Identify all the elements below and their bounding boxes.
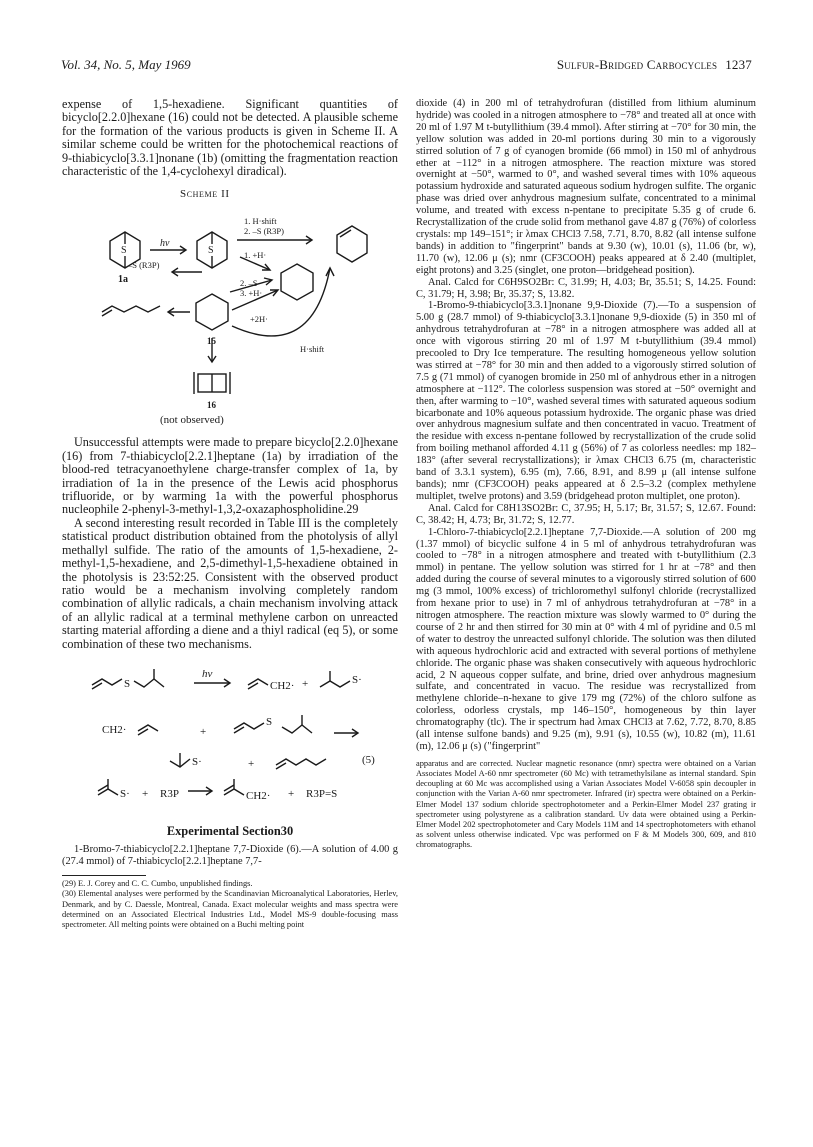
experimental-section-title: Experimental Section30 xyxy=(166,823,294,838)
eq-s-atom-1: S xyxy=(124,677,131,690)
analysis-1: Anal. Calcd for C6H9SO2Br: C, 31.99; H, 4.03; Br, 35.51; S, 14.25. Found: C, 31.79; H, 3.98; Br, 35.37; S, 13.82. xyxy=(416,276,756,300)
hv-label: hν xyxy=(160,238,170,250)
equation-5-diagram xyxy=(62,657,398,805)
eq-s-radical-2: S· xyxy=(192,755,202,768)
right-paragraph-3: 1-Chloro-7-thiabicyclo[2.2.1]heptane 7,7-Dioxide.—A solution of 200 mg (1.37 mmol) of bicyclic sulfone 4 in 5 ml of anhydrous tetrahydrofuran was cooled to −78° in a nitrogen atmosphere and treated with t-butyllithium (2.3 mmol) in pentane. The yellow solution was stirred for 1 hr at −78° and then added during the course of several minutes to a vigorously stirred solution of 600 mg (3 mmol, 100% excess) of trichloromethyl sulfonyl chloride (recrystallized from hexane prior to use) in 7 ml of anhydrous tetrahydrofuran at −78° in a nitrogen atmosphere. The reaction mixture was slowly warmed to 0° during the course of 2 hr and then stirred for 30 min at 0° with 4 ml of pyridine and 0.5 ml of water to destroy the unreacted sulfonyl chloride. The solution was then diluted with aqueous hydrochloric acid and extracted with several portions of methylene chloride. The organic phase was shaken consecutively with aqueous hydrochloric acid, 2 N aqueous copper sulfate, and brine, dried over anhydrous magnesium sulfate, and concentrated in vacuo. The residue was recrystallized from methylene chloride–n-hexane to give 179 mg (72%) of the chloro sulfone as colorless, odorless crystals, mp 146–150°, homogeneous by thin layer chromatography (tlc). The ir spectrum had λmax CHCl3 at 7.62, 7.72, 8.70, 8.85 (all intense sulfone bands) and 9.25 (m), 9.91 (s), 10.55 (w), 10.82 (m), 11.61 (m), 12.06 μ (s) ("fingerprint" xyxy=(416,526,756,752)
eq-hv-label: hν xyxy=(202,667,213,680)
add-h-step: 1. +H· xyxy=(244,250,267,261)
eq-number: (5) xyxy=(362,753,375,766)
eq-ch2-radical-2: CH2· xyxy=(102,723,127,736)
footnote-divider xyxy=(62,875,146,876)
scheme-title: Scheme II xyxy=(180,188,230,201)
page-number: 1237 xyxy=(725,57,752,72)
experimental-paragraph: 1-Bromo-7-thiabicyclo[2.2.1]heptane 7,7-Dioxide (6).—A solution of 4.00 g (27.4 mmol) of 7-thiabicyclo[2.2.1]heptane 7,7- xyxy=(62,844,398,868)
eq-plus-3: + xyxy=(248,757,255,770)
intro-paragraph: expense of 1,5-hexadiene. Significant quantities of bicyclo[2.2.0]hexane (16) could not be detected. A plausible scheme for the formation of the various products is given in Scheme II. A similar scheme could be written for the photochemical reactions of 9-thiabicyclo[3.3.1]nonane (1b) (omitting the fragmentation reaction characteristic of the 1,4-cyclohexyl diradical). xyxy=(62,97,398,179)
equation-5 xyxy=(62,657,398,805)
h-shift-step-2: 2. –S (R3P) xyxy=(244,226,284,237)
s-atom-2: S xyxy=(208,245,214,257)
plus-2h-label: +2H· xyxy=(250,314,269,325)
compound-16-label: 16 xyxy=(207,400,216,411)
step-2-label: 2. –S xyxy=(240,278,258,289)
compound-15-label: 15 xyxy=(207,336,216,347)
right-paragraph-2: 1-Bromo-9-thiabicyclo[3.3.1]nonane 9,9-Dioxide (7).—To a suspension of 5.00 g (28.7 mmol) of 9-thiabicyclo[3.3.1]nonane 9,9-dioxide (5) in 350 ml of anhydrous tetrahydrofuran at −78° in a nitrogen atmosphere was added all at once with vigorous stirring 20 ml of 1.97 M t-butyllithium (39.4 mmol) precooled to Dry Ice temperature. The resulting homogeneous yellow solution was stirred at −78° for 30 min and then added to a vigorously stirred solution of 7.5 g (71 mmol) of cyanogen bromide in 250 ml of anhydrous ether in a nitrogen atmosphere at −112°. The colorless suspension was stored at −50° overnight and then, after warming to −10°, washed several times with saturated aqueous sodium bicarbonate and 10% aqueous potassium hydroxide. The organic phase was dried over anhydrous magnesium sulfate and then concentrated in vacuo. Treatment of the residue with excess n-pentane followed by recrystallization of the crude solid from boiling methanol afforded 4.11 g (56%) of 7 as colorless needles: mp 182–183° (after several recrystallizations); ir λmax CHCl3 6.75 (m, characteristic band of 3.3.1 system), 6.95 (m), 7.66, 8.91, and 8.99 μ (all intense sulfone bands); nmr (CF3COOH) peaks appeared at δ 2.5–3.2 (complex methylene multiplet, twelve protons) and 3.59 (bridgehead proton multiplet, one proton). xyxy=(416,300,756,502)
s-atom-1: S xyxy=(121,245,127,257)
not-observed-note: (not observed) xyxy=(160,414,224,427)
footnote-30: (30) Elemental analyses were performed by the Scandinavian Microanalytical Laboratories, Herlev, Denmark, and by C. Daessle, Montreal, Canada. Exact molecular weights and mass spectra were determined on an Associated Electrical Industries Ltd., Model MS-9 double-focusing mass spectrometer. All melting points were obtained on a Buchi melting point xyxy=(62,889,398,929)
eq-plus-2: + xyxy=(200,725,207,738)
article-short-title: Sulfur-Bridged Carbocycles xyxy=(556,57,718,72)
eq-r3p: R3P xyxy=(160,787,179,800)
running-header xyxy=(61,57,752,77)
scheme-ii-diagram xyxy=(62,202,398,428)
eq-s-radical-3: S· xyxy=(120,787,130,800)
right-column xyxy=(416,98,756,851)
left-column xyxy=(62,98,398,930)
footnote-29: (29) E. J. Corey and C. C. Cumbo, unpublished findings. xyxy=(62,879,253,889)
s-r3p-label: –S (R3P) xyxy=(128,260,160,271)
h-shift-step-1: 1. H·shift xyxy=(244,216,277,227)
paragraph-2: Unsuccessful attempts were made to prepare bicyclo[2.2.0]hexane (16) from 7-thiabicyclo[2.2.1]heptane (1a) by irradiation of the blood-red tetracyanoethylene charge-transfer complex of 1a, by irradiation of 1a in the presence of the Lewis acid phosphorus trifluoride, or by warming 1a with the powerful phosphorus nucleophile 2-phenyl-3-methyl-1,3,2-oxazaphospholidine.29 xyxy=(62,435,398,517)
paragraph-3: A second interesting result recorded in Table III is the completely statistical product distribution obtained from the photolysis of allyl methallyl sulfide. The ratio of the amounts of 1,5-hexadiene, 2-methyl-1,5-hexadiene, and 2,5-dimethyl-1,5-hexadiene obtained in the photolysis is 23:52:25. Consistent with the observed product ratio would be a mechanism involving completely random combination of allylic radicals, a chain mechanism involving attack of an allylic radical at a terminal methylene carbon on unreacted starting material affording a diene and a thiyl radical (eq 5), or some combination of these two mechanisms. xyxy=(62,515,398,651)
analysis-2: Anal. Calcd for C8H13SO2Br: C, 37.95; H, 5.17; Br, 31.57; S, 12.67. Found: C, 38.42; H, 4.73; Br, 31.72; S, 12.77. xyxy=(416,502,756,526)
running-title xyxy=(557,57,752,73)
eq-plus-1: + xyxy=(302,677,309,690)
eq-s-radical-1: S· xyxy=(352,673,362,686)
eq-ch2-radical-1: CH2· xyxy=(270,679,295,692)
scheme-ii xyxy=(62,188,398,428)
step-3-label: 3. +H· xyxy=(240,288,263,299)
eq-plus-4: + xyxy=(142,787,149,800)
eq-r3p-s: R3P=S xyxy=(306,787,338,800)
journal-volume: Vol. 34, No. 5, May 1969 xyxy=(61,57,191,72)
eq-plus-5: + xyxy=(288,787,295,800)
footnote-30-continued: apparatus and are corrected. Nuclear magnetic resonance (nmr) spectra were obtained on a Varian Associates Model A-60 nmr spectrometer (60 Mc) with tetramethylsilane as internal standard. Spin decoupling at 60 Mc was accomplished using a Varian Associates Model V-6058 spin decoupler in conjunction with the Varian A-60 nmr spectrometer. Infrared (ir) spectra were obtained on a Perkin-Elmer Model 137 sodium chloride spectrophotometer and a Perkin-Elmer Model 237 grating ir spectrometer using polystyrene as a calibration standard. Uv data were obtained using a Perkin-Elmer Model 202 spectrophotometer and Cary Models 11M and 14 spectrophotometers with ethanol as solvent unless otherwise indicated. Vpc was performed on F & M Models 300, 609, and 810 chromatographs. xyxy=(416,758,756,850)
eq-s-atom-2: S xyxy=(266,715,273,728)
h-shift-label: H·shift xyxy=(300,344,325,355)
right-paragraph-1: dioxide (4) in 200 ml of tetrahydrofuran (distilled from lithium aluminum hydride) was cooled in a nitrogen atmosphere to −78° and treated all at once with 20 ml of 1.97 M t-butyllithium (39.4 mmol). After stirring at −70° for 30 min, the yellow solution was added in 20-ml portions during 30 min to a vigorously stirred solution of 7 g of cyanogen bromide (66 mmol) in 150 ml of anhydrous ether at −112° in a nitrogen atmosphere. The reaction mixture was stored overnight at −50°, warmed to 0°, and washed several times with 10% aqueous potassium hydroxide and saturated aqueous sodium hydrogen sulfite. The organic phase was dried over anhydrous magnesium sulfate, concentrated to a minimal volume, and treated with excess n-pentane to precipitate 5.35 g of crude 6. Recrystallization of the crude solid from methanol gave 4.87 g (76%) of colorless crystals: mp 149–151°; ir λmax CHCl3 7.58, 7.71, 8.70, 8.82 (all intense sulfone bands) in addition to "fingerprint" bands at 9.30 (w), 10.01 (s), 11.06 (br, w), 11.70 (w), 12.06 μ (s); nmr (CF3COOH) peaks appeared at δ 2.40 (multiplet, eight protons) and 3.25 (singlet, one proton—bridgehead position). xyxy=(416,98,756,276)
compound-1a-label: 1a xyxy=(118,274,128,286)
eq-ch2-radical-3: CH2· xyxy=(246,789,271,802)
